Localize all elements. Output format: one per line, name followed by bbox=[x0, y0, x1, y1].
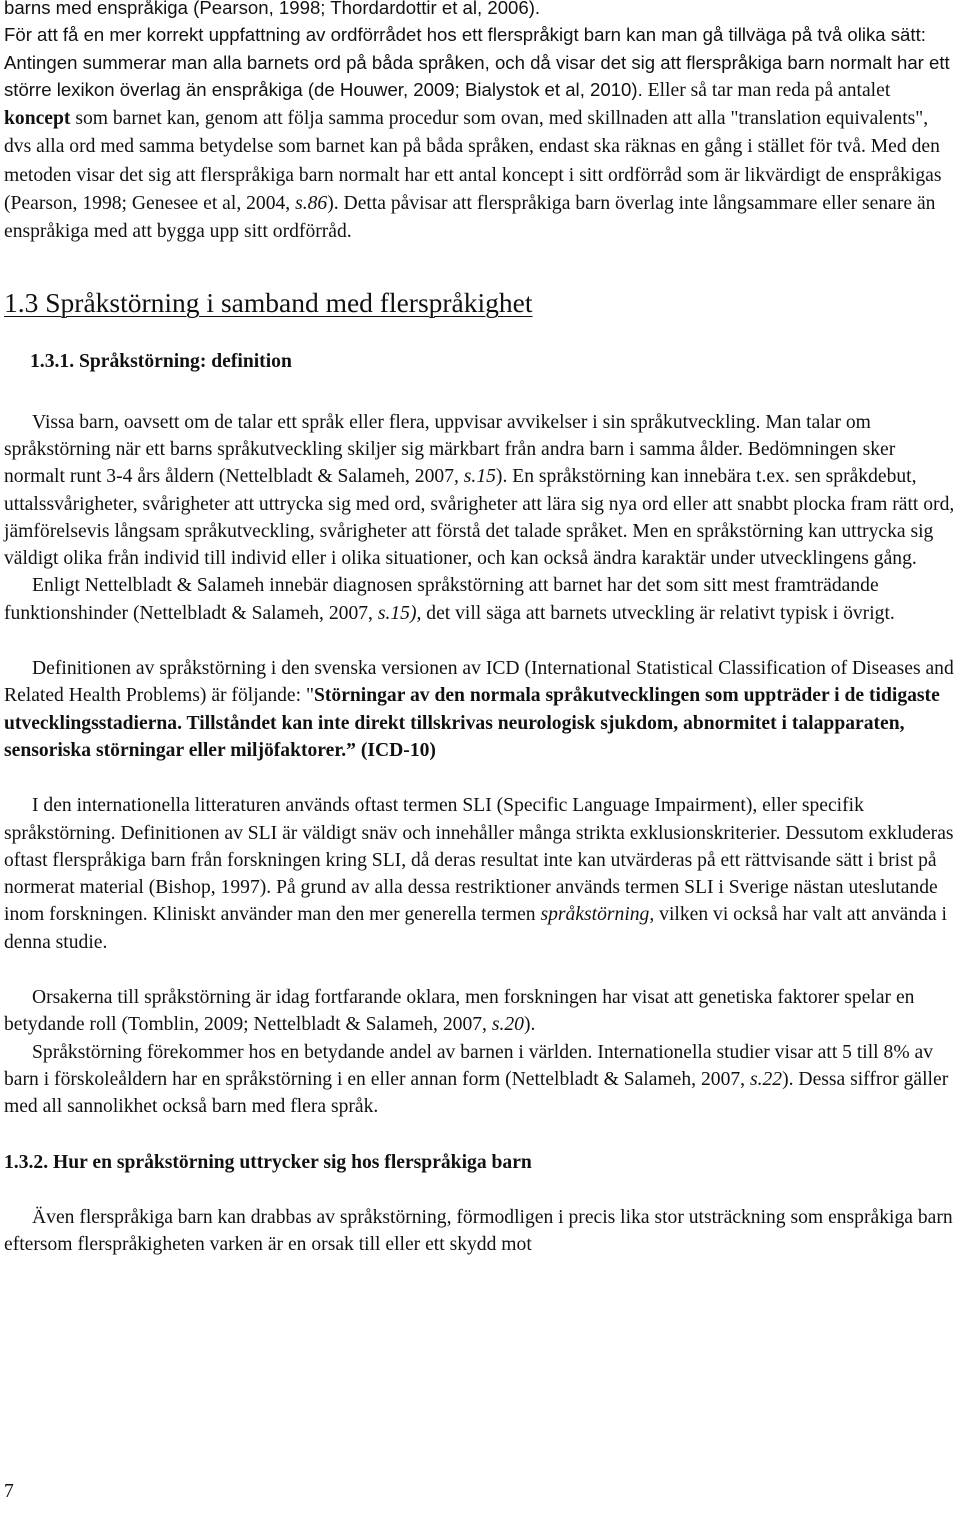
page-number: 7 bbox=[4, 1481, 14, 1502]
paragraph-vocabulary bbox=[4, 21, 956, 245]
italic-citation: s.22 bbox=[749, 1068, 783, 1090]
paragraph-text: det vill säga att barnets utveckling är relativt typisk i övrigt. bbox=[421, 602, 895, 624]
section-heading-1-3: 1.3 Språkstörning i samband med flerspråkighet bbox=[4, 286, 533, 318]
heading-text: Språkstörning: definition bbox=[74, 350, 292, 372]
italic-citation: s.20 bbox=[491, 1014, 524, 1036]
paragraph-text: , vilken vi också har valt att använda i denna studie. bbox=[4, 904, 947, 953]
italic-citation: s.15 bbox=[463, 466, 496, 488]
paragraph-text: Orsakerna till språkstörning är idag fortfarande oklara, men forskningen har visat att genetiska faktorer spelar en betydande roll (Tomblin, 2009; Nettelbladt & Salameh, 2007, bbox=[4, 987, 915, 1036]
subsection-heading-1-3-1 bbox=[30, 348, 956, 375]
paragraph-text: barns med enspråkiga (Pearson, 1998; Thordardottir et al, 2006). bbox=[4, 0, 541, 18]
italic-term: språkstörning bbox=[540, 904, 650, 926]
italic-citation: s.86 bbox=[295, 193, 328, 215]
paragraph-causes bbox=[4, 984, 956, 1039]
paragraph-text: ). Dessa siffror gäller med all sannolikhet också barn med flera språk. bbox=[4, 1068, 949, 1118]
paragraph-prevalence bbox=[4, 1039, 956, 1121]
paragraph-text: För att få en mer korrekt uppfattning av ordförrådet hos ett flerspråkigt barn kan man gå tillväga på två olika sätt: Antingen summerar man alla barnets ord på båda språken, och då visar det sig att flerspråkiga barn normalt har ett större lexikon överlag än enspråkiga (de Houwer, 2009; Bialystok et al, 2010). bbox=[4, 24, 950, 100]
bold-quote: Störningar av den normala språkutvecklingen som uppträder i de tidigaste utvecklingsstadierna. Tillståndet kan inte direkt tillskrivas neurologisk sjukdom, abnormitet i talapparaten, sensoriska störningar eller miljöfaktorer.” (ICD-10) bbox=[4, 685, 940, 761]
paragraph-text: Eller så tar man reda på antalet bbox=[642, 79, 891, 101]
heading-text: Hur en språkstörning uttrycker sig hos flerspråkiga barn bbox=[48, 1151, 532, 1173]
paragraph-text: Språkstörning förekommer hos en betydande andel av barnen i världen. Internationella studier visar att 5 till 8% av barn i förskoleåldern har en språkstörning i en eller annan form (Nettelbladt & Salameh, 2007, bbox=[4, 1041, 934, 1090]
paragraph-text: I den internationella litteraturen används oftast termen SLI (Specific Language Impairment), eller specifik språkstörning. Definitionen av SLI är väldigt snäv och innehåller många strikta exklusionskriterier. Dessutom exkluderas oftast flerspråkiga barn från forskningen kring SLI, då deras resultat inte kan utvärderas på ett rättvisande sätt i brist på normerat material (Bishop, 1997). På grund av alla dessa restriktioner används termen SLI i Sverige nästan uteslutande inom forskningen. Kliniskt använder man den mer generella termen bbox=[4, 795, 954, 926]
paragraph-text: Även flerspråkiga barn kan drabbas av språkstörning, förmodligen i precis lika stor utsträckning som enspråkiga barn eftersom flerspråkigheten varken är en orsak till eller ett skydd mot bbox=[4, 1206, 953, 1255]
paragraph-text: ). bbox=[523, 1014, 536, 1036]
paragraph-text: Vissa barn, oavsett om de talar ett språk eller flera, uppvisar avvikelser i sin språkutveckling. Man talar om språkstörning när ett barns språkutveckling skiljer sig märkbart från andra barn i samma ålder. Bedömningen sker normalt runt 3-4 års åldern (Nettelbladt & Salameh, 2007, bbox=[4, 411, 896, 488]
heading-number: 1.3.1. bbox=[30, 350, 75, 372]
paragraph-text: ). Detta påvisar att flerspråkiga barn överlag inte långsammare eller senare än enspråkiga med att bygga upp sitt ordförråd. bbox=[4, 193, 936, 243]
heading-number: 1.3.2. bbox=[4, 1151, 49, 1173]
subsection-heading-1-3-2 bbox=[4, 1149, 956, 1176]
bold-term: koncept bbox=[4, 108, 71, 130]
italic-citation: s.15), bbox=[377, 602, 422, 624]
paragraph-sli bbox=[4, 792, 956, 956]
paragraph-continuation bbox=[4, 0, 956, 21]
paragraph-definition bbox=[4, 409, 956, 573]
paragraph-text: Med den metoden visar det sig att flerspråkiga barn normalt har ett antal koncept i sitt ordförråd som är likvärdigt de enspråkigas (Pearson, 1998; Genesee et al, 2004, bbox=[4, 136, 942, 215]
paragraph-multilingual bbox=[4, 1204, 956, 1259]
paragraph-text: Enligt Nettelbladt & Salameh innebär diagnosen språkstörning att barnet har det som sitt mest framträdande funktionshinder (Nettelbladt & Salameh, 2007, bbox=[4, 575, 879, 624]
paragraph-text: Definitionen av språkstörning i den svenska versionen av ICD (International Statistical Classification of Diseases and Related Health Problems) är följande: " bbox=[4, 658, 954, 707]
document-page bbox=[4, 0, 956, 1258]
paragraph-diagnosis bbox=[4, 572, 956, 627]
paragraph-text: ). En språkstörning kan innebära t.ex. sen språkdebut, uttalssvårigheter, svårigheter att uttrycka sig med ord, svårigheter att lära sig nya ord eller att snabbt plocka fram rätt ord, jämförelsevis långsam språkutveckling, svårigheter att förstå det talade språket. Men en språkstörning kan uttrycka sig väldigt olika från individ till individ eller i olika situationer, och kan också ändra karaktär under utvecklingens gång. bbox=[4, 466, 955, 570]
paragraph-text: som barnet kan, genom att följa samma procedur som ovan, med skillnaden att alla "translation equivalents", dvs alla ord med samma betydelse som barnet kan på båda språken, endast ska räknas en gång i stället för två. bbox=[4, 108, 929, 158]
paragraph-icd bbox=[4, 655, 956, 764]
